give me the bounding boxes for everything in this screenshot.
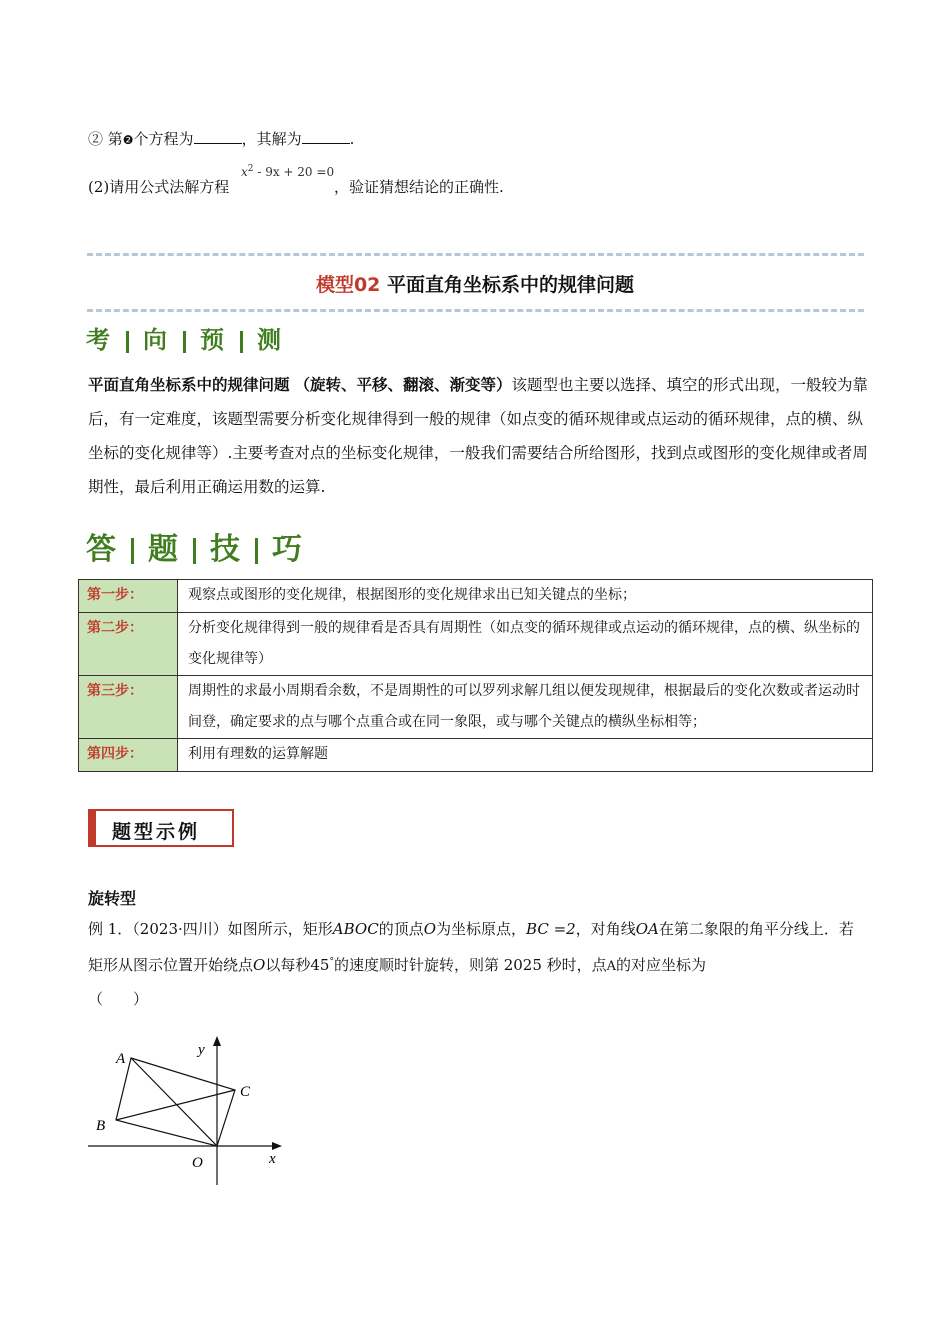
skills-char: 技 (210, 532, 241, 567)
label-c: C (240, 1084, 251, 1100)
ex-math-o: O (253, 956, 266, 974)
step-text: 周期性的求最小周期看余数，不是周期性的可以罗列求解几组以便发现规律，根据最后的变化次数或者运动时间登，确定要求的点与哪个点重合或在同一象限，或与哪个关键点的横纵坐标相等； (178, 676, 873, 739)
ex-part: ，对角线 (575, 920, 636, 938)
question-line-1 (88, 128, 354, 149)
intro-bold: 平面直角坐标系中的规律问题 (88, 376, 290, 394)
label-x: x (269, 1151, 276, 1167)
skills-heading (86, 524, 303, 568)
question-line-2 (88, 164, 504, 197)
line1-end: . (349, 130, 355, 148)
table-row (79, 739, 873, 772)
model-title-text: 平面直角坐标系中的规律问题 (387, 274, 635, 296)
forecast-char: 向 (143, 325, 169, 354)
ex-math-oa: OA (635, 920, 659, 938)
forecast-char: 考 (86, 325, 112, 354)
x-axis-arrow (272, 1142, 282, 1150)
line2-prefix: (2)请用公式法解方程 (88, 178, 230, 196)
intro-text: 该题型也主要以选择、填空的形式出现，一般较为靠后，有一定难度，该题型需要分析变化规律得到一般的规律（如点变的循环规律或点运动的循环规律，点的横、纵坐标的变化规律等）.主要考查对点的坐标变化规律，一般我们需要结合所给图形，找到点或图形的变化规律或者周期性，最后利用正确运用数的运算. (88, 376, 868, 496)
model-prefix: 模型 (315, 274, 354, 296)
divider-bottom (87, 309, 864, 312)
table-row (79, 676, 873, 739)
forecast-char: 测 (257, 325, 283, 354)
forecast-heading (86, 320, 283, 355)
step-label: 第三步： (79, 676, 178, 739)
answer-blank-1 (194, 131, 242, 144)
label-a: A (116, 1051, 126, 1067)
table-row (79, 613, 873, 676)
skills-char: 答 (86, 532, 117, 567)
example-text (88, 913, 868, 1016)
step-label: 第四步： (79, 739, 178, 772)
line1-sep: ，其解为 (241, 130, 302, 148)
badge-text: 题型示例 (112, 821, 201, 843)
line1-prefix: ② 第 (88, 130, 123, 148)
table-row (79, 580, 873, 613)
ex-part: 的速度顺时针旋转，则第 2025 秒时，点 (333, 956, 607, 974)
rotation-figure (80, 1030, 300, 1195)
skills-char: 巧 (272, 532, 303, 567)
ex-point-a: A (606, 959, 617, 974)
intro-bold-paren: （旋转、平移、翻滚、渐变等） (294, 376, 512, 394)
step-text: 分析变化规律得到一般的规律看是否具有周期性（如点变的循环规律或点运动的循环规律，点的横、纵坐标的变化规律等） (178, 613, 873, 676)
example-badge (88, 809, 234, 847)
forecast-char: 预 (200, 325, 226, 354)
equation (241, 164, 334, 179)
ex-part: 例 1．（2023·四川）如图所示，矩形 (88, 920, 333, 938)
ex-part: 在第二象限的角平分线上．若矩形从图示位置开始绕点 (88, 920, 854, 974)
step-label: 第一步： (79, 580, 178, 613)
ex-part: 的对应坐标为 (616, 956, 707, 974)
steps-table (78, 579, 873, 772)
ex-angle: 45 (310, 956, 330, 974)
eq-var: x (241, 165, 248, 179)
ex-part: 以每秒 (265, 956, 311, 974)
label-b: B (96, 1118, 106, 1134)
ex-math-abco: ABOC (332, 920, 379, 938)
line2-suffix: ，验证猜想结论的正确性. (334, 178, 504, 196)
line1-mid: 个方程为 (133, 130, 194, 148)
ex-degree: ° (329, 957, 334, 967)
step-text: 观察点或图形的变化规律，根据图形的变化规律求出已知关键点的坐标； (178, 580, 873, 613)
ex-blank: （ ） (88, 990, 149, 1008)
ex-math-o: O (423, 920, 437, 938)
y-axis-arrow (213, 1036, 221, 1046)
label-o: O (192, 1155, 203, 1171)
eq-exp: 2 (247, 164, 254, 174)
step-text: 利用有理数的运算解题 (178, 739, 873, 772)
label-y: y (198, 1042, 205, 1058)
ex-part: 的顶点 (378, 920, 424, 938)
circled-number: ❷ (122, 133, 134, 147)
model-number: 02 (353, 274, 381, 296)
ex-math-bc: BC =2 (526, 920, 576, 938)
model-title (0, 270, 950, 297)
step-label: 第二步： (79, 613, 178, 676)
ex-part: 为坐标原点， (436, 920, 527, 938)
eq-rest: - 9x + 20 =0 (257, 165, 335, 179)
answer-blank-2 (302, 131, 350, 144)
divider-top (87, 253, 864, 256)
section-title: 旋转型 (88, 889, 137, 908)
skills-char: 题 (148, 532, 179, 567)
intro-paragraph (88, 368, 868, 504)
